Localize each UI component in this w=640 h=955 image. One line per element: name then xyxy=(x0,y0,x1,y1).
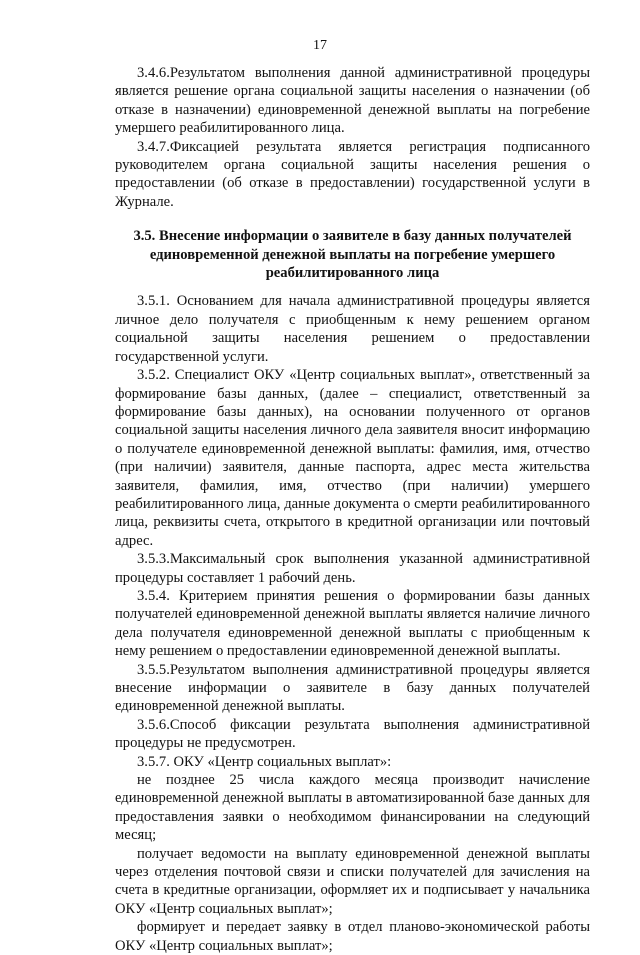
list-item-accrual: не позднее 25 числа каждого месяца производит начисление единовременной денежной выплаты в автоматизированной базе данных для предоставления заявки о необходимом финансировании на следующий месяц; xyxy=(115,772,590,844)
paragraph-3-5-3: 3.5.3.Максимальный срок выполнения указанной административной процедуры составляет 1 рабочий день. xyxy=(115,551,590,586)
section-heading: 3.5. Внесение информации о заявителе в базу данных получателей единовременной денежной выплаты на погребение умершего реабилитированного лица xyxy=(133,228,572,282)
paragraph-3-5-7: 3.5.7. ОКУ «Центр социальных выплат»: xyxy=(137,753,392,770)
paragraph-3-5-5: 3.5.5.Результатом выполнения административной процедуры является внесение информации о заявителе в базу данных получателей единовременной денежной выплаты. xyxy=(115,661,590,715)
paragraph-3-5-2: 3.5.2. Специалист ОКУ «Центр социальных выплат», ответственный за формирование базы данных, (далее – специалист, ответственный за формирование базы данных), на основании полученного от органов социальной защиты населения личного дела заявителя вносит информацию о получателе единовременной денежной выплаты: фамилия, имя, отчество (при наличии) заявителя, данные паспорта, адрес места жительства заявителя, фамилия, имя, отчество (при наличии) умершего реабилитированного лица, данные документа о смерти реабилитированного лица, реквизиты счета, открытого в кредитной организации или почтовый адрес. xyxy=(115,367,590,549)
paragraph-3-5-4: 3.5.4. Критерием принятия решения о формировании базы данных получателей единовременной денежной выплаты является наличие личного дела получателя единовременной денежной выплаты с приобщенным к нему решением о предоставлении единовременной денежной выплаты. xyxy=(115,587,590,660)
paragraph-3-5-1: 3.5.1. Основанием для начала административной процедуры является личное дело получателя с приобщенным к нему решением органом социальной защиты населения решением о предоставлении государственной услуги. xyxy=(115,293,590,365)
paragraph-3-4-6: 3.4.6.Результатом выполнения данной административной процедуры является решение органа социальной защиты населения о назначении (об отказе в назначении) единовременной денежной выплаты на погребение умершего реабилитированного лица. xyxy=(115,65,590,137)
list-item-request: формирует и передает заявку в отдел планово-экономической работы ОКУ «Центр социальных выплат»; xyxy=(115,919,590,954)
document-body xyxy=(115,64,590,955)
list-item-statements: получает ведомости на выплату единовременной денежной выплаты через отделения почтовой связи и списки получателей для зачисления на счета в кредитные организации, оформляет их и подписывает у начальника ОКУ «Центр социальных выплат»; xyxy=(115,845,590,917)
page-number: 17 xyxy=(313,38,327,53)
paragraph-3-5-6: 3.5.6.Способ фиксации результата выполнения административной процедуры не предусмотрен. xyxy=(115,716,590,752)
paragraph-3-4-7: 3.4.7.Фиксацией результата является регистрация подписанного руководителем органа социальной защиты населения решения о предоставлении (об отказе в предоставлении) государственной услуги в Журнале. xyxy=(115,138,590,210)
